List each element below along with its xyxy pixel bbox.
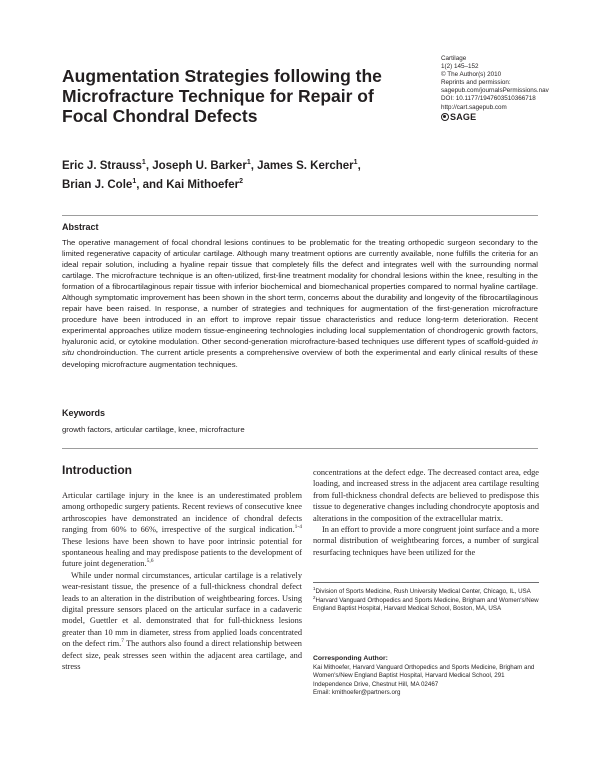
affiliation-1: $^1$Division of Sports Medicine, Rush University Medical Center, Chicago, IL, USA: [313, 585, 531, 595]
abstract-heading: Abstract: [62, 222, 99, 232]
reprints-link[interactable]: sagepub.com/journalsPermissions.nav: [441, 87, 549, 95]
author-name: Eric J. Strauss: [62, 159, 142, 172]
sage-logo: [441, 113, 581, 121]
corresponding-author-heading: Corresponding Author:: [313, 655, 388, 662]
author-separator: ,: [250, 159, 258, 172]
keywords-heading: Keywords: [62, 408, 106, 418]
reprints-label: Reprints and permission:: [441, 79, 511, 87]
author-name: James S. Kercher: [257, 159, 354, 172]
author-separator: , and: [136, 178, 167, 191]
journal-citation: 1(2) 145–152: [441, 63, 479, 71]
author-affiliation-marker: 1: [132, 177, 137, 185]
author-separator: ,: [145, 159, 153, 172]
author-separator: ,: [357, 159, 361, 172]
body-paragraph: concentrations at the defect edge. The decreased contact area, edge loading, and increased stress in the adjacent area cartilage resulting from full-thickness chondral defects are believed to predispose this tissue to degenerative changes including chondrocyte apoptosis and alterations in the composition of the extracellular matrix.: [313, 468, 539, 523]
body-paragraph: Articular cartilage injury in the knee is an underestimated problem among orthopedic surgery patients. Recent reviews of consecutive knee arthroscopies have demonstrated an incidence of chondral defects ranging from 60% to 66%, irrespective of the surgical indication.$^{1-4}$ These lesions have been shown to have poor intrinsic potential for spontaneous healing and may predispose patients to the development of future joint degeneration.$^{5,6}$: [62, 491, 302, 569]
abstract-text: The operative management of focal chondral lesions continues to be problematic for the treating orthopedic surgeon secondary to the limited regenerative capacity of articular cartilage. Although many treatment options are currently available, none fulfills the criteria for an ideal repair solution, including a hyaline repair tissue that completely fills the defect and integrates well with the surrounding normal cartilage. The microfracture technique is an often-utilized, first-line treatment modality for chondral lesions within the knee, resulting in the formation of a fibrocartilaginous repair tissue with inferior biochemical and biomechanical properties compared to normal hyaline cartilage. Although symptomatic improvement has been shown in the short term, concerns about the durability and longevity of the fibrocartilaginous repair have been raised. In response, a number of strategies and techniques for augmentation of the first-generation microfracture procedure have been introduced in an effort to improve repair tissue characteristics and reduce long-term deterioration. Recent experimental approaches utilize modern tissue-engineering technologies including local supplementation of chondrogenic growth factors, hyaluronic acid, or cytokine modulation. Other second-generation microfracture-based techniques use different types of scaffold-guided in situ chondroinduction. The current article presents a comprehensive overview of both the experimental and early clinical results of these developing microfracture augmentation techniques.: [62, 238, 538, 369]
introduction-heading: Introduction: [62, 463, 132, 477]
divider: [62, 215, 538, 216]
author-affiliation-marker: 2: [239, 177, 243, 185]
body-column-right: [313, 467, 539, 558]
affiliations: [313, 585, 541, 614]
body-paragraph: In an effort to provide a more congruent joint surface and a more normal distribution of weightbearing forces, a number of surgical resurfacing techniques have been utilized for the: [313, 525, 539, 557]
author-name: Joseph U. Barker: [152, 159, 247, 172]
corresponding-author-email[interactable]: Email: kmithoefer@partners.org: [313, 689, 401, 697]
footnote-divider: [313, 582, 539, 583]
author-affiliation-marker: 1: [246, 159, 251, 166]
journal-metadata: [441, 55, 581, 121]
keywords-text: growth factors, articular cartilage, knee, microfracture: [62, 425, 245, 434]
author-name: Kai Mithoefer: [166, 178, 240, 191]
journal-url[interactable]: http://cart.sagepub.com: [441, 103, 507, 111]
corresponding-author-text: Kai Mithoefer, Harvard Vanguard Orthopedics and Sports Medicine, Brigham and Women's/New England Baptist Hospital, Harvard Medical School, 291 Independence Drive, Chestnut Hill, MA 02467: [313, 663, 535, 688]
author-affiliation-marker: 1: [353, 159, 358, 166]
author-affiliation-marker: 1: [141, 159, 146, 166]
divider: [62, 448, 538, 449]
corresponding-author: [313, 655, 541, 698]
author-name: Brian J. Cole: [62, 178, 133, 191]
sage-logo-icon: [441, 113, 449, 121]
sage-logo-text: SAGE: [450, 111, 477, 122]
body-column-left: [62, 490, 302, 673]
affiliation-2: $^2$Harvard Vanguard Orthopedics and Sports Medicine, Brigham and Women's/New England Baptist Hospital, Harvard Medical School, Boston, MA, USA: [313, 594, 539, 613]
author-list: [62, 155, 392, 193]
copyright: © The Author(s) 2010: [441, 71, 502, 79]
article-title: Augmentation Strategies following the Microfracture Technique for Repair of Focal Chondral Defects: [62, 66, 382, 126]
doi: DOI: 10.1177/1947603510366718: [441, 95, 536, 103]
body-paragraph: While under normal circumstances, articular cartilage is a relatively wear-resistant tissue, the presence of a full-thickness chondral defect leads to an alteration in the distribution of weightbearing forces. Using digital pressure sensors placed on the articular surface in a cadaveric model, Guettler et al. demonstrated that for full-thickness lesions greater than 10 mm in diameter, stress from applied loads concentrated on the defect rim.$^7$ The authors also found a direct relationship between defect size, peak stresses seen within the adjacent area cartilage, and stress: [62, 570, 302, 672]
journal-name: Cartilage: [441, 55, 467, 62]
